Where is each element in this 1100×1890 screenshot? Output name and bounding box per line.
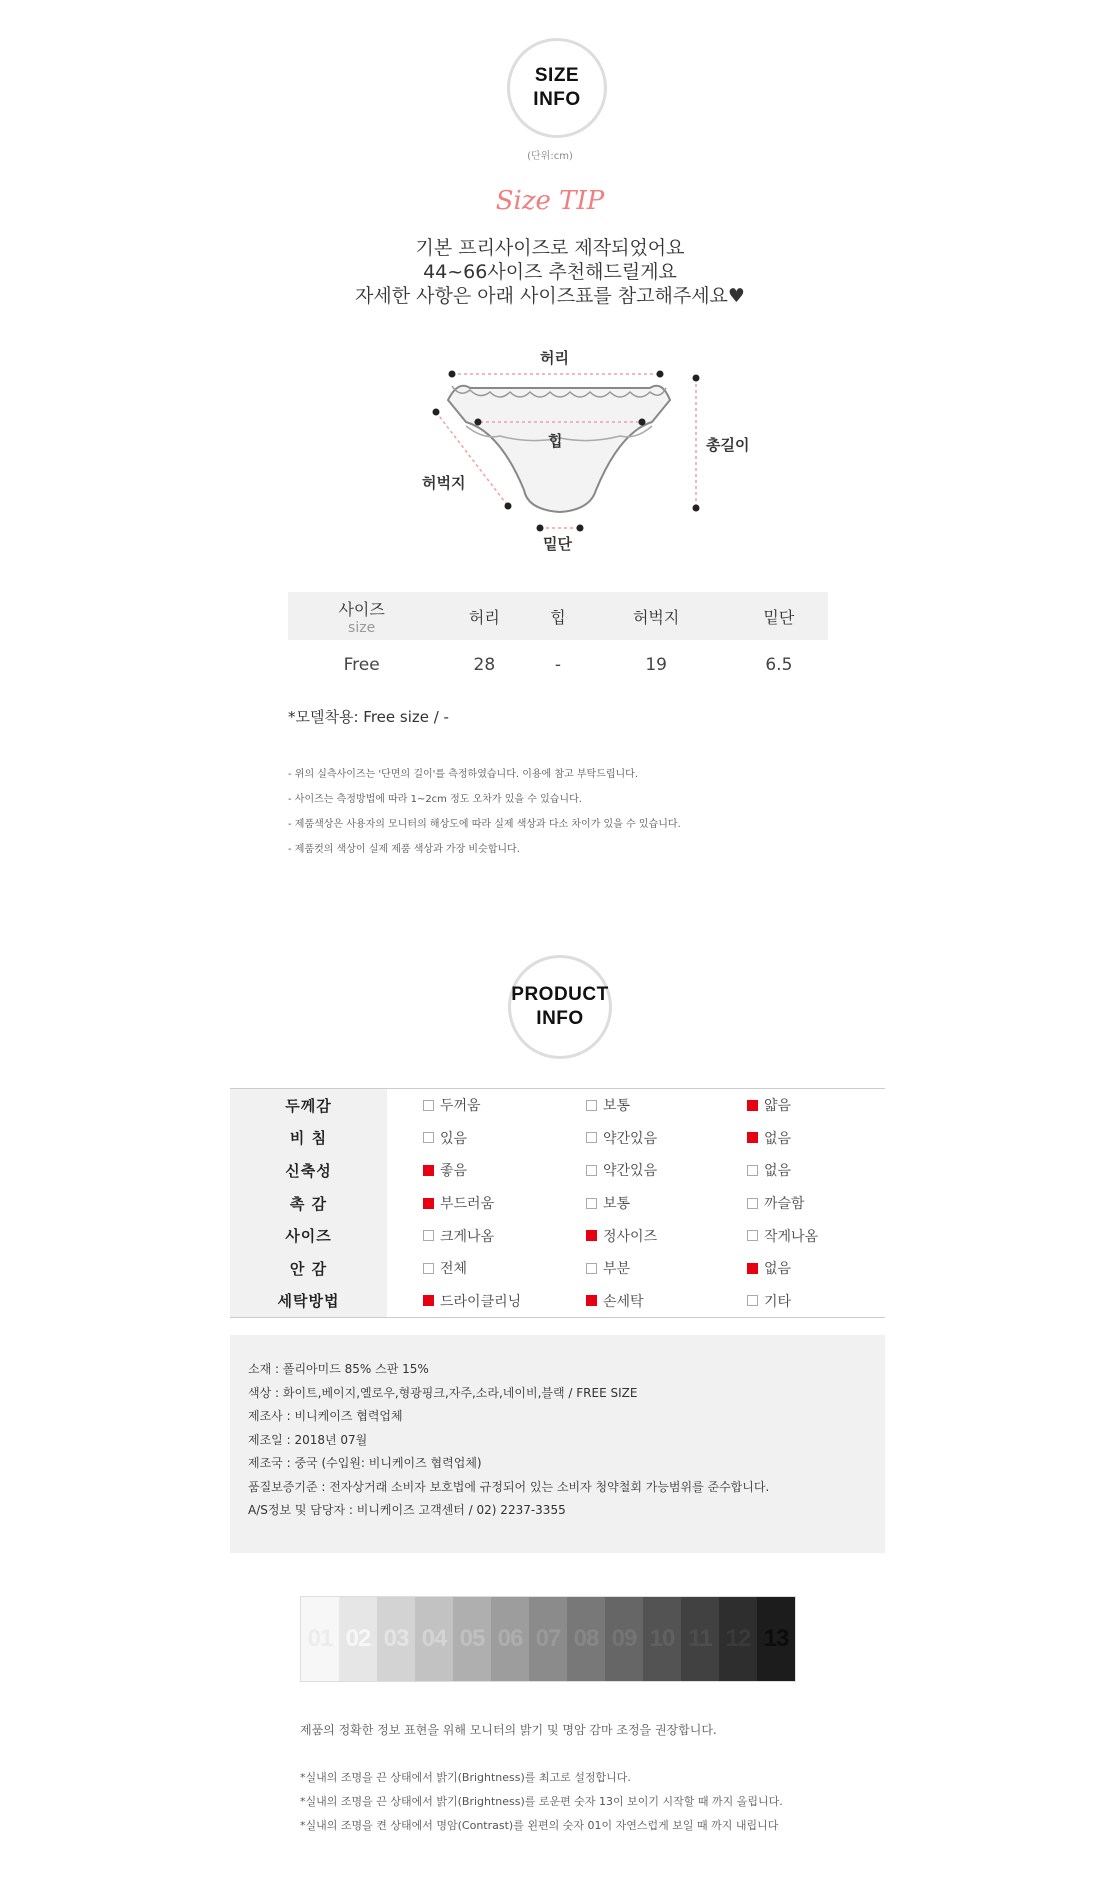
option-label: 약간있음 (603, 1130, 658, 1147)
grayscale-cell: 03 (377, 1597, 415, 1681)
attribute-option (553, 1226, 719, 1246)
attribute-label: 촉 감 (230, 1187, 387, 1220)
checked-box-icon (423, 1165, 434, 1176)
attribute-option (719, 1095, 885, 1115)
grayscale-cell: 11 (681, 1597, 719, 1681)
unchecked-box-icon (747, 1198, 758, 1209)
size-header-en: size (348, 619, 376, 636)
option-label: 없음 (764, 1130, 792, 1147)
attribute-options (387, 1219, 885, 1252)
attribute-options (387, 1285, 885, 1318)
attribute-option (719, 1258, 885, 1278)
attribute-row (230, 1285, 885, 1318)
option-label: 전체 (440, 1261, 468, 1278)
option-label: 부드러움 (440, 1196, 495, 1213)
bottom-cell: 6.5 (765, 655, 793, 675)
manufacture-date-line: 제조일 : 2018년 07월 (248, 1432, 368, 1447)
attribute-label: 비 침 (230, 1122, 387, 1155)
attribute-options (387, 1252, 885, 1285)
option-label: 있음 (440, 1130, 468, 1147)
option-label: 얇음 (764, 1098, 792, 1115)
option-label: 드라이클리닝 (440, 1293, 522, 1310)
monitor-calibration-tips (300, 1766, 783, 1838)
unchecked-box-icon (586, 1132, 597, 1143)
attribute-options (387, 1089, 885, 1122)
thigh-label: 허벅지 (422, 474, 466, 492)
option-label: 없음 (764, 1163, 792, 1180)
unchecked-box-icon (586, 1198, 597, 1209)
garment-measurement-diagram (400, 340, 780, 560)
note-line: - 제품색상은 사용자의 모니터의 해상도에 따라 실제 색상과 다소 차이가 있을 수 있습니다. (288, 819, 681, 830)
attribute-option (553, 1095, 719, 1115)
option-label: 없음 (764, 1261, 792, 1278)
size-header-label: 사이즈 (338, 599, 385, 619)
attribute-option (387, 1258, 553, 1278)
option-label: 손세탁 (603, 1293, 644, 1310)
attribute-label: 사이즈 (230, 1219, 387, 1252)
waist-label: 허리 (540, 349, 569, 367)
product-info-badge (508, 955, 612, 1059)
checked-box-icon (747, 1100, 758, 1111)
attribute-row (230, 1089, 885, 1122)
calibration-tip: *실내의 조명을 켠 상태에서 명암(Contrast)를 왼편의 숫자 01이 자연스럽게 보일 때 까지 내립니다 (300, 1819, 779, 1832)
total-length-label: 총길이 (706, 436, 750, 454)
grayscale-cell: 02 (339, 1597, 377, 1681)
attribute-label: 세탁방법 (230, 1285, 387, 1318)
grayscale-cell: 12 (719, 1597, 757, 1681)
quality-line: 품질보증기준 : 전자상거래 소비자 보호법에 규정되어 있는 소비자 청약철회 가능범위를 준수합니다. (248, 1479, 770, 1494)
option-label: 보통 (603, 1196, 631, 1213)
note-line: - 사이즈는 측정방법에 따라 1~2cm 정도 오차가 있을 수 있습니다. (288, 794, 582, 805)
option-label: 작게나옴 (764, 1228, 819, 1245)
attribute-option (719, 1128, 885, 1148)
unchecked-box-icon (423, 1132, 434, 1143)
product-info-badge-line1: PRODUCT (511, 984, 609, 1005)
checked-box-icon (586, 1295, 597, 1306)
unchecked-box-icon (423, 1263, 434, 1274)
product-attribute-grid (230, 1088, 885, 1318)
tip-line: 44~66사이즈 추천해드릴게요 (423, 261, 677, 283)
manufacturer-line: 제조사 : 비니케이즈 협력업체 (248, 1409, 403, 1423)
attribute-option (553, 1160, 719, 1180)
attribute-options (387, 1187, 885, 1220)
size-column-header (288, 592, 435, 640)
bottom-column-header: 밑단 (730, 592, 828, 640)
grayscale-cell: 08 (567, 1597, 605, 1681)
option-label: 까슬함 (764, 1196, 805, 1213)
attribute-options (387, 1122, 885, 1155)
hip-label: 힙 (548, 432, 563, 450)
hip-column-header: 힙 (533, 592, 582, 640)
table-row (288, 640, 828, 690)
attribute-option (553, 1258, 719, 1278)
option-label: 정사이즈 (603, 1228, 658, 1245)
thigh-column-header: 허벅지 (583, 592, 730, 640)
calibration-tip: *실내의 조명을 끈 상태에서 밝기(Brightness)를 최고로 설정합니다. (300, 1771, 631, 1784)
attribute-row (230, 1122, 885, 1155)
checked-box-icon (586, 1230, 597, 1241)
bottom-label: 밑단 (543, 535, 572, 553)
attribute-option (719, 1226, 885, 1246)
attribute-option (553, 1193, 719, 1213)
attribute-option (719, 1193, 885, 1213)
attribute-options (387, 1154, 885, 1187)
grayscale-cell: 04 (415, 1597, 453, 1681)
waist-cell: 28 (473, 655, 496, 675)
unit-note: (단위:cm) (527, 151, 573, 162)
unchecked-box-icon (586, 1100, 597, 1111)
attribute-row (230, 1154, 885, 1187)
checked-box-icon (747, 1263, 758, 1274)
attribute-row (230, 1187, 885, 1220)
attribute-option (387, 1226, 553, 1246)
grayscale-cell: 06 (491, 1597, 529, 1681)
note-line: - 위의 실측사이즈는 '단면의 길이'를 측정하였습니다. 이용에 참고 부탁드립니다. (288, 769, 639, 780)
attribute-option (553, 1128, 719, 1148)
tip-line: 기본 프리사이즈로 제작되었어요 (415, 237, 685, 259)
checked-box-icon (423, 1198, 434, 1209)
grayscale-cell: 13 (757, 1597, 795, 1681)
attribute-row (230, 1219, 885, 1252)
size-info-badge (507, 38, 607, 138)
attribute-label: 신축성 (230, 1154, 387, 1187)
size-info-badge-line2: INFO (533, 89, 581, 110)
size-info-badge-line1: SIZE (534, 65, 580, 86)
option-label: 크게나옴 (440, 1228, 495, 1245)
grayscale-cell: 07 (529, 1597, 567, 1681)
unchecked-box-icon (747, 1230, 758, 1241)
grayscale-cell: 01 (301, 1597, 339, 1681)
attribute-option (387, 1128, 553, 1148)
attribute-option (719, 1160, 885, 1180)
option-label: 보통 (603, 1098, 631, 1115)
as-info-line: A/S정보 및 담당자 : 비니케이즈 고객센터 / 02) 2237-3355 (248, 1503, 566, 1517)
attribute-option (387, 1291, 553, 1311)
attribute-option (719, 1291, 885, 1311)
unchecked-box-icon (586, 1165, 597, 1176)
material-info-panel (230, 1335, 885, 1553)
color-line: 색상 : 화이트,베이지,옐로우,형광핑크,자주,소라,네이비,블랙 / FREE SIZE (248, 1385, 638, 1400)
model-note: *모델착용: Free size / - (288, 708, 449, 726)
thigh-cell: 19 (645, 655, 667, 675)
unchecked-box-icon (747, 1295, 758, 1306)
checked-box-icon (747, 1132, 758, 1143)
attribute-option (387, 1160, 553, 1180)
tip-line: 자세한 사항은 아래 사이즈표를 참고해주세요♥ (355, 285, 745, 307)
attribute-option (387, 1193, 553, 1213)
size-tip-text (0, 236, 1100, 308)
attribute-label: 안 감 (230, 1252, 387, 1285)
grayscale-cell: 09 (605, 1597, 643, 1681)
monitor-calibration-note: 제품의 정확한 정보 표현을 위해 모니터의 밝기 및 명암 감마 조정을 권장합니다. (300, 1723, 717, 1737)
grayscale-cell: 10 (643, 1597, 681, 1681)
option-label: 좋음 (440, 1163, 468, 1180)
option-label: 부분 (603, 1261, 631, 1278)
option-label: 기타 (764, 1293, 792, 1310)
checked-box-icon (423, 1295, 434, 1306)
country-line: 제조국 : 중국 (수입원: 비니케이즈 협력업체) (248, 1456, 482, 1470)
hip-cell: - (554, 655, 562, 675)
size-cell: Free (343, 655, 380, 675)
grayscale-calibration-strip (300, 1596, 796, 1682)
unchecked-box-icon (747, 1165, 758, 1176)
unchecked-box-icon (423, 1230, 434, 1241)
attribute-option (387, 1095, 553, 1115)
unchecked-box-icon (586, 1263, 597, 1274)
size-notes (288, 762, 681, 862)
size-table (288, 592, 828, 690)
note-line: - 제품컷의 색상이 실제 제품 색상과 가장 비슷합니다. (288, 844, 520, 855)
unchecked-box-icon (423, 1100, 434, 1111)
attribute-row (230, 1252, 885, 1285)
attribute-label: 두께감 (230, 1089, 387, 1122)
size-tip-title: Size TIP (495, 186, 605, 216)
grayscale-cell: 05 (453, 1597, 491, 1681)
option-label: 두꺼움 (440, 1098, 481, 1115)
waist-column-header: 허리 (435, 592, 533, 640)
option-label: 약간있음 (603, 1163, 658, 1180)
material-line: 소재 : 폴리아미드 85% 스판 15% (248, 1362, 429, 1376)
calibration-tip: *실내의 조명을 끈 상태에서 밝기(Brightness)를 로운편 숫자 13이 보이기 시작할 때 까지 올립니다. (300, 1795, 783, 1808)
product-info-badge-line2: INFO (536, 1008, 584, 1029)
attribute-option (553, 1291, 719, 1311)
